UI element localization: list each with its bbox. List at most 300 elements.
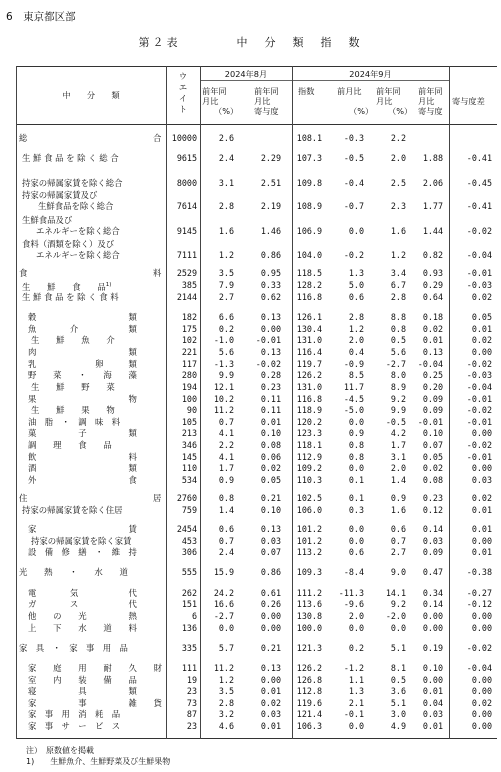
- cell-mom: -4.5: [343, 394, 364, 404]
- cell-aug-yoy-contrib: 0.11: [260, 405, 281, 415]
- category-label: 持家の帰属家賃を除く住居: [22, 505, 123, 515]
- cell-aug-yoy: 3.5: [218, 268, 234, 278]
- cell-sep-yoy: 1.6: [390, 226, 406, 236]
- cell-aug-yoy: -1.3: [213, 359, 234, 369]
- cell-sep-yoy: 9.0: [390, 567, 406, 577]
- cell-aug-yoy-contrib: 0.02: [260, 698, 281, 708]
- cell-sep-yoy-contrib: 2.06: [422, 178, 443, 188]
- category-label: 家 庭 用 耐 久 財: [28, 663, 162, 673]
- cell-sep-yoy: 5.6: [390, 347, 406, 357]
- cell-sep-yoy-contrib: 1.77: [422, 201, 443, 211]
- cell-index: 102.5: [296, 493, 322, 503]
- cell-mom: 1.3: [348, 686, 364, 696]
- cell-contrib-diff: -0.27: [466, 588, 492, 598]
- cell-aug-yoy-contrib: [241, 132, 281, 144]
- header-aug-yoy: 前年同 月比 （%）: [202, 86, 239, 116]
- category-label: 家 事 サ ー ビ ス: [28, 721, 121, 731]
- cell-weight: 182: [181, 312, 197, 322]
- cell-sep-yoy: 3.1: [390, 452, 406, 462]
- cell-weight: 145: [181, 452, 197, 462]
- category-label: 菓 子 類: [28, 428, 137, 438]
- cell-mom: 5.0: [348, 280, 364, 290]
- cell-aug-yoy-contrib: 2.29: [260, 153, 281, 163]
- cell-mom: 8.5: [348, 370, 364, 380]
- category-label: 上 下 水 道 料: [28, 623, 137, 633]
- cell-sep-yoy-contrib: 0.00: [422, 611, 443, 621]
- category-label: 持家の帰属家賃を除く総合: [22, 178, 123, 188]
- cell-index: 119.6: [296, 698, 322, 708]
- cell-aug-yoy-contrib: 0.61: [260, 588, 281, 598]
- cell-sep-yoy-contrib: 0.08: [422, 475, 443, 485]
- cell-aug-yoy: 2.6: [218, 133, 234, 143]
- section-number: 6 東京都区部: [6, 11, 76, 23]
- cell-mom: 0.8: [348, 452, 364, 462]
- category-label: 野 菜 ・ 海 藻: [28, 370, 137, 380]
- cell-sep-yoy-contrib: 0.03: [422, 709, 443, 719]
- cell-aug-yoy-contrib: 0.01: [260, 721, 281, 731]
- cell-sep-yoy-contrib: 0.02: [422, 324, 443, 334]
- header-mom: 前月比 （%）: [337, 86, 374, 116]
- cell-mom: -5.0: [343, 405, 364, 415]
- header-bottom-rule: [16, 124, 497, 125]
- cell-aug-yoy: 7.9: [218, 280, 234, 290]
- cell-sep-yoy: 1.2: [390, 250, 406, 260]
- cell-index: 116.8: [296, 292, 322, 302]
- cell-index: 109.8: [296, 178, 322, 188]
- cell-weight: 23: [186, 721, 197, 731]
- cell-weight: 2454: [176, 524, 197, 534]
- cell-weight: 23: [186, 686, 197, 696]
- cell-sep-yoy-contrib: 0.09: [422, 405, 443, 415]
- cell-mom: 1.3: [348, 268, 364, 278]
- cell-mom: 2.8: [348, 312, 364, 322]
- cell-index: 126.8: [296, 675, 322, 685]
- cell-weight: 306: [181, 547, 197, 557]
- cell-aug-yoy: 2.4: [218, 547, 234, 557]
- cell-sep-yoy: 1.6: [390, 505, 406, 515]
- cell-aug-yoy: 3.1: [218, 178, 234, 188]
- cell-contrib-diff: -0.45: [466, 178, 492, 188]
- cell-aug-yoy: 15.9: [213, 567, 234, 577]
- category-label: 家 賃: [28, 524, 137, 534]
- cell-aug-yoy-contrib: 0.13: [260, 663, 281, 673]
- cell-contrib-diff: -0.01: [466, 268, 492, 278]
- cell-mom: -9.6: [343, 599, 364, 609]
- category-label: 飲 料: [28, 452, 137, 462]
- cell-sep-yoy-contrib: 0.25: [422, 370, 443, 380]
- cell-aug-yoy-contrib: 2.19: [260, 201, 281, 211]
- cell-aug-yoy-contrib: 0.21: [260, 643, 281, 653]
- cell-contrib-diff: 0.05: [471, 312, 492, 322]
- cell-weight: 453: [181, 536, 197, 546]
- cell-index: 109.2: [296, 463, 322, 473]
- cell-contrib-diff: -0.02: [466, 405, 492, 415]
- cell-aug-yoy-contrib: 0.95: [260, 268, 281, 278]
- cell-aug-yoy-contrib: 0.13: [260, 347, 281, 357]
- cell-sep-yoy: -2.0: [385, 611, 406, 621]
- cell-sep-yoy-contrib: 0.93: [422, 268, 443, 278]
- header-sep-yoy: 前年同 月比 （%）: [376, 86, 413, 116]
- cell-aug-yoy: 5.6: [218, 347, 234, 357]
- cell-sep-yoy-contrib: 0.03: [422, 536, 443, 546]
- cell-contrib-diff: -0.12: [466, 599, 492, 609]
- cell-mom: 2.0: [348, 335, 364, 345]
- cell-weight: 280: [181, 370, 197, 380]
- cell-aug-yoy: 2.8: [218, 201, 234, 211]
- cell-aug-yoy: 0.7: [218, 417, 234, 427]
- cell-aug-yoy: 2.4: [218, 153, 234, 163]
- cell-weight: 7614: [176, 201, 197, 211]
- cell-index: 126.2: [296, 663, 322, 673]
- cell-sep-yoy: 2.5: [390, 178, 406, 188]
- table-bottom-rule: [16, 738, 497, 739]
- cell-sep-yoy: 2.3: [390, 201, 406, 211]
- cell-sep-yoy: 8.0: [390, 370, 406, 380]
- cell-aug-yoy: 0.7: [218, 536, 234, 546]
- cell-sep-yoy: 2.7: [390, 547, 406, 557]
- cell-aug-yoy: 1.4: [218, 505, 234, 515]
- cell-contrib-diff: 0.02: [471, 292, 492, 302]
- cell-weight: 102: [181, 335, 197, 345]
- cell-index: 121.4: [296, 709, 322, 719]
- cell-aug-yoy-contrib: 0.02: [260, 463, 281, 473]
- cell-index: 108.9: [296, 201, 322, 211]
- cell-weight: 111: [181, 663, 197, 673]
- cell-sep-yoy: 3.6: [390, 686, 406, 696]
- category-label: 生鮮食品を除く総合: [38, 201, 114, 211]
- cell-index: 112.8: [296, 686, 322, 696]
- cell-aug-yoy-contrib: 0.01: [260, 686, 281, 696]
- cell-weight: 19: [186, 675, 197, 685]
- table-title: 第２表 中 分 類 指 数: [138, 36, 363, 49]
- cell-aug-yoy: 0.0: [218, 623, 234, 633]
- cell-weight: 6: [191, 611, 197, 621]
- footnote-marker: 1): [105, 282, 112, 288]
- cell-sep-yoy: 2.2: [390, 133, 406, 143]
- cell-index: 128.2: [296, 280, 322, 290]
- header-index: 指数: [298, 86, 315, 96]
- cell-weight: 9615: [176, 153, 197, 163]
- cell-contrib-diff: 0.00: [471, 675, 492, 685]
- cell-index: 121.3: [296, 643, 322, 653]
- cell-index: 109.3: [296, 567, 322, 577]
- cell-weight: 100: [181, 394, 197, 404]
- category-label: 他 の 光 熱: [28, 611, 137, 621]
- cell-mom: 0.6: [348, 547, 364, 557]
- cell-sep-yoy: 0.5: [390, 675, 406, 685]
- category-label: 設 備 修 繕 ・ 維 持: [28, 547, 137, 557]
- cell-aug-yoy-contrib: 1.46: [260, 226, 281, 236]
- cell-weight: 110: [181, 463, 197, 473]
- cell-sep-yoy-contrib: -0.01: [417, 417, 443, 427]
- cell-index: 126.1: [296, 312, 322, 322]
- cell-sep-yoy-contrib: 0.18: [422, 312, 443, 322]
- cell-weight: 151: [181, 599, 197, 609]
- cell-sep-yoy-contrib: [403, 132, 443, 144]
- cell-mom: 0.0: [348, 536, 364, 546]
- cell-aug-yoy: 5.7: [218, 643, 234, 653]
- cell-sep-yoy-contrib: 1.88: [422, 153, 443, 163]
- cell-sep-yoy-contrib: 0.01: [422, 721, 443, 731]
- cell-contrib-diff: 0.00: [471, 611, 492, 621]
- cell-aug-yoy: 4.6: [218, 721, 234, 731]
- category-label: 果 物: [28, 394, 137, 404]
- header-aug: 2024年8月: [224, 69, 268, 79]
- cell-weight: 346: [181, 440, 197, 450]
- cell-index: 119.7: [296, 359, 322, 369]
- cell-aug-yoy-contrib: 0.03: [260, 536, 281, 546]
- header-contrib-diff: 寄与度差: [452, 96, 485, 106]
- cell-mom: 0.9: [348, 428, 364, 438]
- cell-aug-yoy-contrib: 0.03: [260, 709, 281, 719]
- cell-contrib-diff: 0.00: [471, 709, 492, 719]
- cell-sep-yoy: 0.8: [390, 324, 406, 334]
- cell-aug-yoy-contrib: -0.01: [255, 335, 281, 345]
- cell-sep-yoy-contrib: 0.10: [422, 663, 443, 673]
- cell-index: 120.2: [296, 417, 322, 427]
- category-label: 電 気 代: [28, 588, 137, 598]
- cell-index: 110.3: [296, 475, 322, 485]
- cell-sep-yoy-contrib: 0.01: [422, 686, 443, 696]
- cell-contrib-diff: 0.00: [471, 347, 492, 357]
- category-label: 食料（酒類を除く）及び: [22, 239, 115, 249]
- cell-aug-yoy-contrib: 0.05: [260, 475, 281, 485]
- cell-sep-yoy-contrib: 0.09: [422, 547, 443, 557]
- cell-aug-yoy-contrib: 0.21: [260, 493, 281, 503]
- cell-aug-yoy: 6.6: [218, 312, 234, 322]
- cell-aug-yoy: 9.9: [218, 370, 234, 380]
- cell-sep-yoy-contrib: 0.00: [422, 675, 443, 685]
- category-label: 室 内 装 備 品: [28, 675, 137, 685]
- cell-contrib-diff: -0.03: [466, 370, 492, 380]
- cell-aug-yoy: 1.6: [218, 226, 234, 236]
- cell-contrib-diff: 0.02: [471, 335, 492, 345]
- category-label: 光 熱 ・ 水 道: [19, 567, 128, 577]
- cell-weight: 73: [186, 698, 197, 708]
- cell-contrib-diff: 0.00: [471, 428, 492, 438]
- cell-sep-yoy-contrib: 0.12: [422, 505, 443, 515]
- cell-sep-yoy: 9.2: [390, 394, 406, 404]
- cell-sep-yoy-contrib: 0.14: [422, 599, 443, 609]
- cell-sep-yoy: 0.7: [390, 536, 406, 546]
- cell-sep-yoy: 2.0: [390, 463, 406, 473]
- cell-mom: -0.3: [343, 133, 364, 143]
- cell-index: 108.1: [296, 133, 322, 143]
- cell-sep-yoy: 3.0: [390, 709, 406, 719]
- cell-aug-yoy-contrib: -0.02: [255, 359, 281, 369]
- category-label: 食 料: [19, 268, 162, 278]
- cell-aug-yoy: 0.8: [218, 493, 234, 503]
- cell-sep-yoy-contrib: 0.14: [422, 524, 443, 534]
- cell-sep-yoy: 8.8: [390, 312, 406, 322]
- category-label: 生鮮食品及び: [22, 215, 73, 225]
- category-label: 調 理 食 品: [28, 440, 112, 450]
- cell-aug-yoy-contrib: 0.11: [260, 394, 281, 404]
- cell-index: 116.4: [296, 347, 322, 357]
- header-weight: ウエイト: [178, 71, 188, 114]
- cell-aug-yoy-contrib: 0.00: [260, 623, 281, 633]
- cell-aug-yoy-contrib: 0.10: [260, 505, 281, 515]
- cell-sep-yoy: 3.4: [390, 268, 406, 278]
- cell-aug-yoy-contrib: 2.51: [260, 178, 281, 188]
- cell-weight: 2144: [176, 292, 197, 302]
- cell-mom: -0.4: [343, 178, 364, 188]
- cell-index: 131.0: [296, 382, 322, 392]
- note-line: 注） 原数値を掲載: [26, 746, 94, 755]
- cell-aug-yoy-contrib: 0.10: [260, 428, 281, 438]
- category-label: ガ ス 代: [28, 599, 137, 609]
- cell-aug-yoy: 0.6: [218, 524, 234, 534]
- cell-aug-yoy: 2.7: [218, 292, 234, 302]
- cell-contrib-diff: 0.00: [471, 623, 492, 633]
- cell-weight: 385: [181, 280, 197, 290]
- category-label: 総 合: [19, 133, 162, 143]
- category-label: 生 鮮 魚 介: [31, 335, 115, 345]
- cell-weight: 117: [181, 359, 197, 369]
- cell-weight: 2529: [176, 268, 197, 278]
- cell-sep-yoy-contrib: 0.64: [422, 292, 443, 302]
- cell-mom: 0.0: [348, 623, 364, 633]
- cell-sep-yoy: 6.7: [390, 280, 406, 290]
- cell-weight: 534: [181, 475, 197, 485]
- cell-contrib-diff: -0.01: [466, 394, 492, 404]
- cell-weight: 7111: [176, 250, 197, 260]
- cell-index: 112.9: [296, 452, 322, 462]
- category-label: 住 居: [19, 493, 162, 503]
- cell-aug-yoy: 3.2: [218, 709, 234, 719]
- cell-contrib-diff: 0.01: [471, 524, 492, 534]
- cell-weight: 335: [181, 643, 197, 653]
- cell-mom: 0.0: [348, 721, 364, 731]
- col-line: [16, 66, 17, 739]
- cell-aug-yoy: 11.2: [213, 663, 234, 673]
- cell-mom: 0.6: [348, 292, 364, 302]
- cell-aug-yoy-contrib: 0.26: [260, 599, 281, 609]
- cell-mom: 0.0: [348, 417, 364, 427]
- cell-index: 118.1: [296, 440, 322, 450]
- category-label: 持家の帰属家賃及び: [22, 190, 98, 200]
- cell-sep-yoy: 4.9: [390, 721, 406, 731]
- cell-aug-yoy: -2.7: [213, 611, 234, 621]
- cell-aug-yoy-contrib: 0.00: [260, 324, 281, 334]
- table-top-rule: [16, 66, 497, 67]
- cell-sep-yoy: 5.1: [390, 643, 406, 653]
- cell-weight: 90: [186, 405, 197, 415]
- cell-weight: 262: [181, 588, 197, 598]
- cell-index: 107.3: [296, 153, 322, 163]
- cell-sep-yoy: 0.6: [390, 524, 406, 534]
- period-divider: [200, 80, 449, 81]
- cell-weight: 175: [181, 324, 197, 334]
- cell-contrib-diff: -0.38: [466, 567, 492, 577]
- cell-aug-yoy-contrib: 0.86: [260, 567, 281, 577]
- cell-contrib-diff: 0.02: [471, 493, 492, 503]
- cell-index: 113.6: [296, 599, 322, 609]
- cell-contrib-diff: [452, 132, 492, 144]
- category-label: 生 鮮 食 品$^{1)}$: [22, 281, 112, 292]
- cell-sep-yoy-contrib: 0.05: [422, 452, 443, 462]
- cell-aug-yoy: 2.8: [218, 698, 234, 708]
- cell-index: 123.3: [296, 428, 322, 438]
- cell-contrib-diff: -0.04: [466, 250, 492, 260]
- cell-mom: -8.4: [343, 567, 364, 577]
- cell-sep-yoy: 1.4: [390, 475, 406, 485]
- header-sep-yoy-contrib: 前年同 月比 寄与度: [418, 86, 443, 116]
- cell-mom: -0.2: [343, 250, 364, 260]
- cell-contrib-diff: -0.41: [466, 201, 492, 211]
- cell-mom: -0.1: [343, 709, 364, 719]
- cell-weight: 9145: [176, 226, 197, 236]
- cell-index: 118.5: [296, 268, 322, 278]
- cell-sep-yoy: 0.0: [390, 623, 406, 633]
- cell-sep-yoy-contrib: -0.04: [417, 359, 443, 369]
- cell-aug-yoy: 11.2: [213, 405, 234, 415]
- cell-weight: 221: [181, 347, 197, 357]
- cell-contrib-diff: 0.01: [471, 547, 492, 557]
- cell-sep-yoy: 9.2: [390, 599, 406, 609]
- category-label: 穀 類: [28, 312, 137, 322]
- cell-contrib-diff: -0.04: [466, 663, 492, 673]
- cell-sep-yoy: 14.1: [385, 588, 406, 598]
- cell-aug-yoy-contrib: 0.07: [260, 547, 281, 557]
- cell-sep-yoy: -2.7: [385, 359, 406, 369]
- cell-index: 106.3: [296, 721, 322, 731]
- cell-index: 116.8: [296, 394, 322, 404]
- cell-weight: 136: [181, 623, 197, 633]
- cell-contrib-diff: 0.00: [471, 463, 492, 473]
- cell-mom: 11.7: [343, 382, 364, 392]
- cell-index: 113.2: [296, 547, 322, 557]
- header-category: 中 分 類: [62, 90, 120, 100]
- cell-weight: 8000: [176, 178, 197, 188]
- cell-aug-yoy: 2.2: [218, 440, 234, 450]
- cell-mom: -11.3: [338, 588, 364, 598]
- cell-sep-yoy-contrib: 0.07: [422, 440, 443, 450]
- cell-sep-yoy-contrib: 0.02: [422, 463, 443, 473]
- cell-sep-yoy-contrib: 0.82: [422, 250, 443, 260]
- cell-mom: 0.0: [348, 524, 364, 534]
- cell-mom: 0.8: [348, 440, 364, 450]
- cell-sep-yoy: 8.1: [390, 663, 406, 673]
- cell-weight: 555: [181, 567, 197, 577]
- cell-index: 111.2: [296, 588, 322, 598]
- category-label: エネルギーを除く総合: [36, 250, 120, 260]
- cell-aug-yoy: 12.1: [213, 382, 234, 392]
- category-label: 家 事 雑 貨: [28, 698, 162, 708]
- cell-contrib-diff: 0.01: [471, 505, 492, 515]
- cell-aug-yoy: 10.2: [213, 394, 234, 404]
- cell-sep-yoy-contrib: 0.19: [422, 643, 443, 653]
- category-label: 生 鮮 食 品 を 除 く 食 料: [22, 292, 119, 302]
- cell-aug-yoy-contrib: 0.00: [260, 675, 281, 685]
- category-label: 肉 類: [28, 347, 137, 357]
- cell-aug-yoy-contrib: 0.33: [260, 280, 281, 290]
- cell-index: 100.0: [296, 623, 322, 633]
- cell-contrib-diff: -0.02: [466, 643, 492, 653]
- cell-aug-yoy: 4.1: [218, 452, 234, 462]
- cell-contrib-diff: 0.00: [471, 536, 492, 546]
- cell-aug-yoy-contrib: 0.28: [260, 370, 281, 380]
- cell-sep-yoy: 4.2: [390, 428, 406, 438]
- cell-contrib-diff: -0.01: [466, 417, 492, 427]
- cell-sep-yoy-contrib: 0.13: [422, 347, 443, 357]
- cell-sep-yoy-contrib: 1.44: [422, 226, 443, 236]
- cell-sep-yoy-contrib: 0.09: [422, 394, 443, 404]
- cell-sep-yoy: 2.8: [390, 292, 406, 302]
- cell-sep-yoy-contrib: 0.29: [422, 280, 443, 290]
- cell-contrib-diff: 0.00: [471, 721, 492, 731]
- cell-weight: 2760: [176, 493, 197, 503]
